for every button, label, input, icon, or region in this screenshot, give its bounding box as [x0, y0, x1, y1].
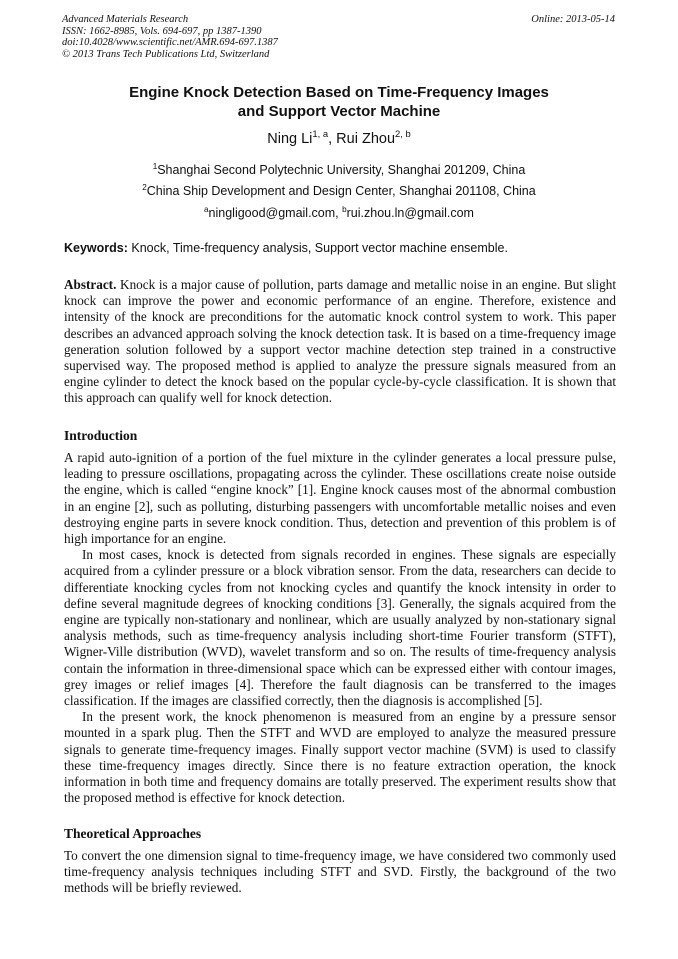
keywords-label: Keywords:	[64, 241, 128, 255]
email-line	[0, 206, 678, 220]
email-b-sup: b	[342, 204, 347, 214]
paper-title	[0, 83, 678, 121]
online-date: Online: 2013-05-14	[531, 14, 615, 25]
author-1: Ning Li	[267, 131, 313, 147]
intro-paragraph-1: A rapid auto-ignition of a portion of the fuel mixture in the cylinder generates a local pressure pulse, leading to pressure oscillations, propagating across the cylinder. These oscillations create noise outside the engine, which is called “engine knock” [1]. Engine knock causes most of the abnormal combustion in an engine [2], such as polluting, disturbing passengers with uncomfortable metallic noises and even destroying engine parts in severe knock condition. Thus, detection and prevention of this problem is of high importance for an engine.	[64, 450, 616, 547]
abstract-text: Knock is a major cause of pollution, parts damage and metallic noise in an engine. But slight knock can improve the power and economic performance of an engine. Therefore, existence and intensity of the knock are preconditions for the automatic knock control system to work. This paper describes an advanced approach solving the knock detection task. It is based on a time-frequency image generation solution followed by a support vector machine detection step trained in a constructive supervised way. The proposed method is applied to analyze the pressure signals measured from an engine cylinder to detect the knock based on the popular cycle-by-cycle classification. It is shown that this approach can qualify well for knock detection.	[64, 277, 616, 406]
intro-paragraph-3: In the present work, the knock phenomenon is measured from an engine by a pressure sensor mounted in a spark plug. Then the STFT and WVD are employed to analyze the measured pressure signals to generate time-frequency images. Finally support vector machine (SVM) is used to classify these time-frequency images directly. Since there is no feature extraction operation, the knock information in both time and frequency domains are totally preserved. The experiment results show that the proposed method is effective for knock detection.	[64, 709, 616, 806]
email-b: rui.zhou.ln@gmail.com	[346, 206, 474, 220]
issn-line: ISSN: 1662-8985, Vols. 694-697, pp 1387-1390	[62, 25, 262, 37]
author-line	[0, 128, 678, 147]
copyright-line: © 2013 Trans Tech Publications Ltd, Switzerland	[62, 48, 270, 60]
abstract	[64, 277, 616, 407]
title-line-2: and Support Vector Machine	[237, 103, 441, 120]
keywords-text: Knock, Time-frequency analysis, Support vector machine ensemble.	[127, 241, 508, 255]
email-a-sup: a	[204, 204, 209, 214]
doi-line: doi:10.4028/www.scientific.net/AMR.694-697.1387	[62, 37, 278, 48]
affiliation-1	[0, 163, 678, 177]
abstract-label: Abstract.	[64, 277, 117, 292]
introduction-body	[64, 450, 616, 806]
email-a: ningligood@gmail.com,	[208, 206, 343, 220]
author-2: Rui Zhou	[336, 131, 396, 147]
author-1-sup: 1, a	[312, 128, 329, 140]
affiliation-1-sup: 1	[152, 161, 158, 171]
affiliation-1-text: Shanghai Second Polytechnic University, Shanghai 201209, China	[157, 163, 526, 177]
theory-paragraph-1: To convert the one dimension signal to time-frequency image, we have considered two commonly used time-frequency analysis techniques including STFT and SVD. Firstly, the background of the two methods will be briefly reviewed.	[64, 848, 616, 896]
intro-paragraph-2: In most cases, knock is detected from signals recorded in engines. These signals are especially acquired from a cylinder pressure or a block vibration sensor. From the data, researchers can decide to differentiate knocking cycles from not knocking cycles and quantify the knock intensity in order to define several magnitude degrees of knocking conditions [3]. Generally, the signals acquired from the engine are typically non-stationary and nonlinear, which are usually analyzed by non-stationary signal analysis methods, such as time-frequency analysis including short-time Fourier transform (STFT), Wigner-Ville distribution (WVD), wavelet transform and so on. The results of time-frequency analysis contain the information in three-dimensional space which can be expressed either with contour images, grey images or relief images [4]. Therefore the fault diagnosis can be transferred to the images classification. If the images are classified correctly, then the diagnosis is accomplished [5].	[64, 547, 616, 709]
title-line-1: Engine Knock Detection Based on Time-Frequency Images	[129, 84, 549, 101]
theory-body	[64, 848, 616, 897]
author-separator: ,	[328, 131, 337, 147]
affiliation-2	[0, 184, 678, 198]
affiliation-2-text: China Ship Development and Design Center, Shanghai 201108, China	[146, 184, 536, 198]
journal-name: Advanced Materials Research	[62, 14, 189, 25]
theory-heading: Theoretical Approaches	[64, 826, 202, 841]
author-2-sup: 2, b	[395, 128, 411, 140]
introduction-heading: Introduction	[64, 428, 138, 443]
keywords	[64, 241, 616, 255]
journal-header	[62, 14, 615, 60]
affiliation-2-sup: 2	[142, 182, 147, 192]
